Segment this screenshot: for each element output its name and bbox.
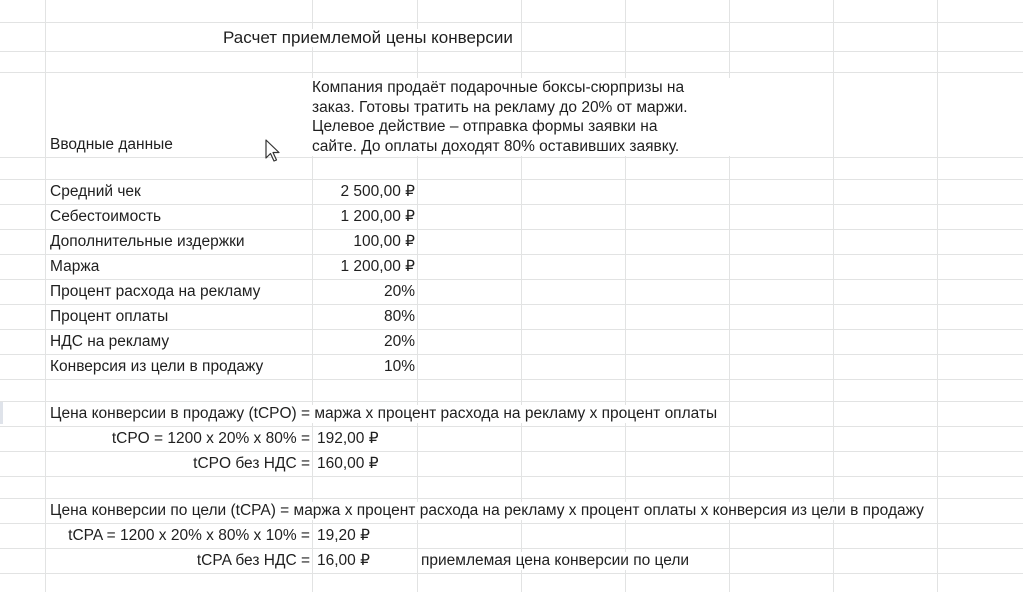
input-value-vat[interactable]: 20% [314, 333, 416, 351]
gridline [0, 354, 1023, 355]
gridline [0, 179, 1023, 180]
tcpa-novat-value[interactable]: 16,00 ₽ [317, 552, 370, 569]
inputs-heading[interactable]: Вводные данные [50, 136, 173, 153]
tcpa-calc-label[interactable]: tCPA = 1200 х 20% х 80% х 10% = [46, 527, 311, 545]
gridline [0, 426, 1023, 427]
input-label-margin[interactable]: Маржа [50, 258, 100, 275]
gridline [0, 22, 1023, 23]
gridline [0, 157, 1023, 158]
row-selection-marker [0, 402, 3, 424]
tcpa-note[interactable]: приемлемая цена конверсии по цели [421, 552, 690, 569]
gridline [0, 379, 1023, 380]
gridline [0, 279, 1023, 280]
gridline [45, 0, 46, 592]
gridline [0, 204, 1023, 205]
gridline [0, 476, 1023, 477]
tcpo-formula[interactable]: Цена конверсии в продажу (tCPO) = маржа х процент расхода на рекламу х процент оплаты [50, 405, 718, 422]
description-line: сайте. До оплаты доходят 80% оставивших заявку. [312, 137, 680, 155]
tcpo-calc-value[interactable]: 192,00 ₽ [317, 430, 379, 447]
description-line: Компания продаёт подарочные боксы-сюрпризы на [312, 79, 685, 96]
input-value-ad-percent[interactable]: 20% [314, 283, 416, 301]
input-value-margin[interactable]: 1 200,00 ₽ [314, 258, 416, 276]
mouse-pointer-icon [265, 139, 281, 163]
input-label-payment-percent[interactable]: Процент оплаты [50, 308, 169, 325]
input-label-extra-costs[interactable]: Дополнительные издержки [50, 233, 245, 250]
tcpo-novat-label[interactable]: tCPO без НДС = [46, 455, 311, 473]
gridline [0, 72, 1023, 73]
input-value-cost[interactable]: 1 200,00 ₽ [314, 208, 416, 226]
gridline [0, 523, 1023, 524]
input-value-conversion[interactable]: 10% [314, 358, 416, 376]
input-value-avg-check[interactable]: 2 500,00 ₽ [314, 183, 416, 201]
gridline [0, 498, 1023, 499]
input-value-payment-percent[interactable]: 80% [314, 308, 416, 326]
gridline [937, 0, 938, 592]
gridline [0, 304, 1023, 305]
sheet-title[interactable]: Расчет приемлемой цены конверсии [223, 28, 513, 47]
input-label-cost[interactable]: Себестоимость [50, 208, 162, 225]
description-line: заказ. Готовы тратить на рекламу до 20% от маржи. [312, 98, 688, 116]
input-label-avg-check[interactable]: Средний чек [50, 183, 141, 200]
tcpo-novat-value[interactable]: 160,00 ₽ [317, 455, 379, 472]
gridline [0, 254, 1023, 255]
gridline [0, 401, 1023, 402]
description-line: Целевое действие – отправка формы заявки на [312, 118, 658, 135]
gridline [0, 229, 1023, 230]
gridline [0, 573, 1023, 574]
tcpa-formula[interactable]: Цена конверсии по цели (tCPA) = маржа х процент расхода на рекламу х процент оплаты х конверсия из цели в продажу [50, 502, 924, 519]
input-value-extra-costs[interactable]: 100,00 ₽ [314, 233, 416, 251]
tcpa-calc-value[interactable]: 19,20 ₽ [317, 527, 370, 544]
tcpo-calc-label[interactable]: tCPO = 1200 х 20% х 80% = [46, 430, 311, 448]
input-label-vat[interactable]: НДС на рекламу [50, 333, 170, 350]
gridline [0, 548, 1023, 549]
tcpa-novat-label[interactable]: tCPA без НДС = [46, 552, 311, 570]
gridline [0, 51, 1023, 52]
input-label-conversion[interactable]: Конверсия из цели в продажу [50, 358, 264, 375]
task-description[interactable] [312, 78, 732, 156]
gridline [0, 451, 1023, 452]
input-label-ad-percent[interactable]: Процент расхода на рекламу [50, 283, 261, 300]
gridline [0, 329, 1023, 330]
